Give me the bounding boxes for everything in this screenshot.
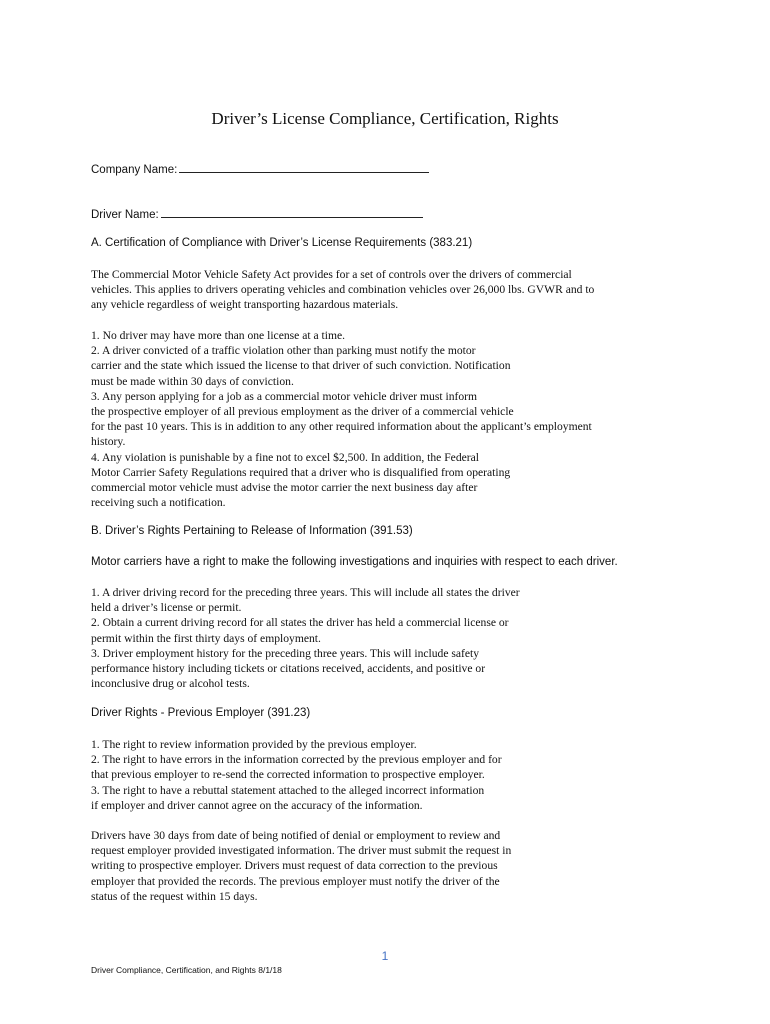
- list-line: 1. The right to review information provided by the previous employer.: [91, 738, 417, 751]
- list-line: 1. No driver may have more than one license at a time.: [91, 329, 346, 342]
- company-name-label: Company Name:: [91, 164, 178, 176]
- list-line: inconclusive drug or alcohol tests.: [91, 677, 250, 691]
- section-c-heading: Driver Rights - Previous Employer (391.23): [91, 707, 311, 719]
- list-line: performance history including tickets or citations received, accidents, and positive or: [91, 662, 486, 676]
- list-line: commercial motor vehicle must advise the motor carrier the next business day after: [91, 481, 478, 495]
- section-a-list: [91, 328, 691, 510]
- section-b-list: [91, 585, 691, 691]
- list-line: 2. The right to have errors in the information corrected by the previous employer and for: [91, 753, 502, 767]
- list-line: 3. Driver employment history for the preceding three years. This will include safety: [91, 646, 480, 660]
- paragraph-line: employer that provided the records. The previous employer must notify the driver of the: [91, 874, 500, 888]
- section-a-heading: A. Certification of Compliance with Driver’s License Requirements (383.21): [91, 237, 473, 249]
- page-footer: Driver Compliance, Certification, and Rights 8/1/18: [91, 965, 282, 975]
- paragraph-line: Drivers have 30 days from date of being notified of denial or employment to review and: [91, 829, 501, 842]
- company-name-blank: [179, 162, 429, 173]
- driver-name-blank: [161, 207, 423, 218]
- section-b-heading: B. Driver’s Rights Pertaining to Release of Information (391.53): [91, 525, 413, 537]
- list-line: held a driver’s license or permit.: [91, 601, 242, 615]
- list-line: 2. Obtain a current driving record for all states the driver has held a commercial license or: [91, 616, 509, 630]
- list-line: that previous employer to re-send the corrected information to prospective employer.: [91, 768, 485, 782]
- list-line: 3. Any person applying for a job as a commercial motor vehicle driver must inform: [91, 389, 478, 403]
- list-line: receiving such a notification.: [91, 496, 226, 510]
- list-line: 1. A driver driving record for the preceding three years. This will include all states the driver: [91, 586, 520, 599]
- list-line: if employer and driver cannot agree on the accuracy of the information.: [91, 798, 423, 812]
- paragraph-line: status of the request within 15 days.: [91, 889, 258, 903]
- list-line: Motor Carrier Safety Regulations required that a driver who is disqualified from operating: [91, 465, 511, 479]
- section-c-closing: [91, 828, 691, 904]
- paragraph-line: The Commercial Motor Vehicle Safety Act provides for a set of controls over the drivers of commercial: [91, 268, 572, 281]
- list-line: 4. Any violation is punishable by a fine not to excel $2,500. In addition, the Federal: [91, 450, 479, 464]
- paragraph-line: writing to prospective employer. Drivers must request of data correction to the previous: [91, 859, 498, 873]
- list-line: must be made within 30 days of conviction.: [91, 374, 294, 388]
- list-line: the prospective employer of all previous employment as the driver of a commercial vehicle: [91, 405, 514, 419]
- page-number: 1: [381, 949, 389, 963]
- list-line: carrier and the state which issued the license to that driver of such conviction. Notification: [91, 359, 511, 373]
- list-line: for the past 10 years. This is in addition to any other required information about the applicant’s employment: [91, 420, 592, 434]
- section-c-list: [91, 737, 691, 813]
- list-line: history.: [91, 435, 126, 449]
- company-name-field: [91, 162, 429, 176]
- list-line: permit within the first thirty days of employment.: [91, 631, 321, 645]
- driver-name-label: Driver Name:: [91, 209, 159, 221]
- paragraph-line: request employer provided investigated information. The driver must submit the request in: [91, 844, 512, 858]
- driver-name-field: [91, 207, 423, 221]
- list-line: 2. A driver convicted of a traffic violation other than parking must notify the motor: [91, 344, 476, 358]
- document-title: Driver’s License Compliance, Certification, Rights: [211, 109, 559, 128]
- list-line: 3. The right to have a rebuttal statement attached to the alleged incorrect information: [91, 783, 485, 797]
- section-a-intro: [91, 267, 691, 313]
- section-b-intro: Motor carriers have a right to make the following investigations and inquiries with respect to each driver.: [91, 556, 618, 568]
- paragraph-line: any vehicle regardless of weight transporting hazardous materials.: [91, 298, 399, 312]
- paragraph-line: vehicles. This applies to drivers operating vehicles and combination vehicles over 26,000 lbs. GVWR and to: [91, 283, 595, 297]
